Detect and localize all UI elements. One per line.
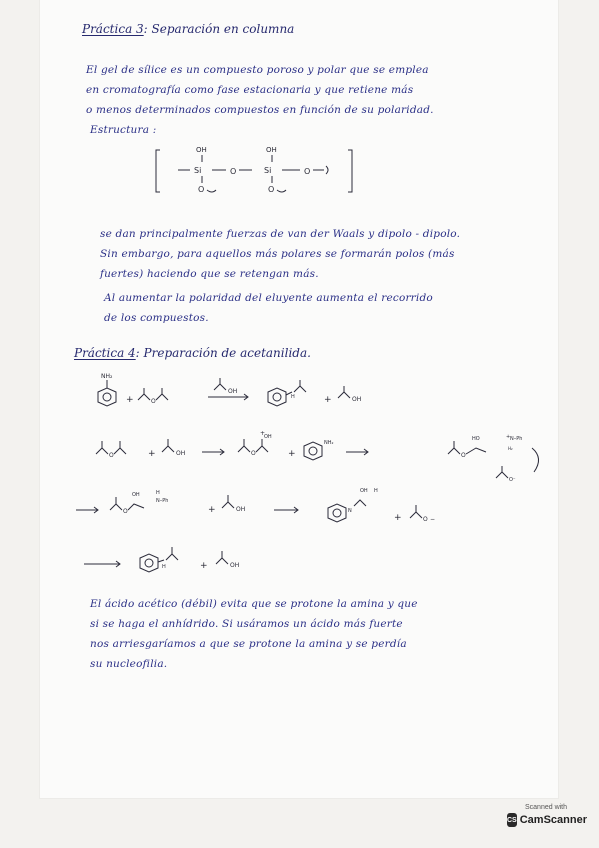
bond [338, 392, 350, 398]
o-label: O [198, 185, 205, 194]
paragraph-line: El ácido acético (débil) evita que se protone la amina y que [90, 598, 418, 610]
oh-label: OH [352, 396, 362, 403]
section2-heading-label: Práctica 4 [74, 346, 136, 360]
paragraph-line: Al aumentar la polaridad del eluyente aumenta el recorrido [104, 292, 433, 304]
oh-label: OH [176, 450, 186, 457]
bond [466, 448, 486, 454]
n-plus-label: + [506, 434, 511, 440]
plus-sign: + [394, 513, 402, 523]
acetate-label: O⁻ [509, 477, 516, 483]
bond [110, 504, 122, 510]
oh-label: OH [132, 492, 140, 498]
section2-heading [74, 346, 311, 360]
mechanism-step-3 [80, 540, 280, 580]
benzene-ring [268, 388, 286, 406]
bond [256, 446, 268, 452]
silica-structure-diagram [150, 140, 370, 212]
plus-sign: + [324, 395, 332, 405]
paragraph-line: fuertes) haciendo que se retengan más. [100, 268, 319, 280]
h-label: H [162, 564, 166, 570]
bond [216, 558, 228, 564]
bond [158, 560, 164, 562]
bond [410, 512, 422, 518]
paragraph-line: si se haga el anhídrido. Si usáramos un ácido más fuerte [90, 618, 403, 630]
watermark-badge [507, 813, 585, 827]
benzene-aromatic-circle [273, 393, 281, 401]
oh-label: OH [360, 488, 368, 494]
bond [162, 446, 174, 452]
bond [294, 386, 306, 392]
oh-label: OH [266, 146, 277, 154]
section1-heading-label: Práctica 3 [82, 22, 144, 36]
paragraph-line: de los compuestos. [104, 312, 209, 324]
n-ph-label: N–Ph [510, 436, 523, 442]
reaction-overall-scheme [92, 370, 392, 410]
charge-plus: + [260, 430, 266, 437]
bond [156, 394, 168, 400]
oh-label: OH [264, 434, 272, 440]
o-label: O [230, 167, 237, 176]
bond [448, 448, 460, 454]
curved-arrow [532, 448, 539, 472]
paragraph-line: o menos determinados compuestos en función de su polaridad. [86, 104, 434, 116]
oh-label: OH [228, 388, 238, 395]
bond [214, 384, 226, 390]
oh-label: OH [230, 562, 240, 569]
section1-heading-rest: : Separación en columna [143, 22, 295, 36]
o-label: O [123, 508, 128, 515]
n-label: N [348, 508, 352, 514]
paragraph-line: El gel de sílice es un compuesto poroso y polar que se emplea [86, 64, 429, 76]
benzene-aromatic-circle [333, 509, 341, 517]
watermark-top-text: Scanned with [524, 804, 568, 811]
benzene-ring [98, 388, 116, 406]
neg-charge: − [430, 516, 436, 523]
n-ph-label: N–Ph [156, 498, 169, 504]
wavy-bond [207, 190, 216, 192]
paragraph-line: Sin embargo, para aquellos más polares se formarán polos (más [100, 248, 455, 260]
structure-label: Estructura : [90, 124, 157, 136]
h-label: H [156, 490, 160, 496]
bond [138, 394, 150, 400]
wavy-bond [277, 190, 286, 192]
si-label: Si [194, 166, 202, 175]
bond [166, 554, 178, 560]
bond [128, 504, 144, 510]
benzene-ring [140, 554, 158, 572]
mechanism-step-2 [72, 482, 472, 532]
paragraph-line: se dan principalmente fuerzas de van der Waals y dipolo - dipolo. [100, 228, 461, 240]
section2-heading-rest: : Preparación de acetanilida. [135, 346, 311, 360]
plus-sign: + [126, 395, 134, 405]
paragraph-line: su nucleofilia. [90, 658, 168, 670]
bond [238, 446, 250, 452]
camscanner-watermark [507, 804, 585, 838]
o-label: O [268, 185, 275, 194]
wavy-bond [326, 166, 328, 174]
benzene-aromatic-circle [309, 447, 317, 455]
plus-sign: + [208, 505, 216, 515]
bond [354, 500, 366, 506]
h-label: H [374, 488, 378, 494]
si-label: Si [264, 166, 272, 175]
camscanner-logo-icon: CS [507, 813, 517, 827]
oh-label: OH [196, 146, 207, 154]
plus-sign: + [288, 449, 296, 459]
paragraph-line: nos arriesgaríamos a que se protone la amina y se perdía [90, 638, 407, 650]
bond [222, 502, 234, 508]
nh2-label: NH₂ [324, 440, 334, 446]
h2-label: H₂ [508, 446, 513, 451]
o-label: O [151, 398, 156, 405]
plus-sign: + [200, 561, 208, 571]
left-bracket [156, 150, 160, 192]
oh-label: OH [236, 506, 246, 513]
o-label: O [251, 450, 256, 457]
bond [114, 448, 126, 454]
ho-label: HO [472, 436, 480, 442]
bond [96, 448, 108, 454]
benzene-aromatic-circle [145, 559, 153, 567]
benzene-ring [328, 504, 346, 522]
section1-heading [82, 22, 294, 36]
right-bracket [348, 150, 352, 192]
mechanism-step-1 [92, 428, 552, 488]
plus-sign: + [148, 449, 156, 459]
benzene-aromatic-circle [103, 393, 111, 401]
nh2-label: NH₂ [101, 373, 113, 380]
o-label: O [461, 452, 466, 459]
watermark-brand: CamScanner [519, 814, 587, 826]
o-label: O [304, 167, 311, 176]
bond [496, 472, 508, 478]
paragraph-line: en cromatografía como fase estacionaria y que retiene más [86, 84, 414, 96]
o-label: O [109, 452, 114, 459]
o-label: O [423, 516, 428, 523]
h-label: H [291, 394, 295, 400]
benzene-ring [304, 442, 322, 460]
